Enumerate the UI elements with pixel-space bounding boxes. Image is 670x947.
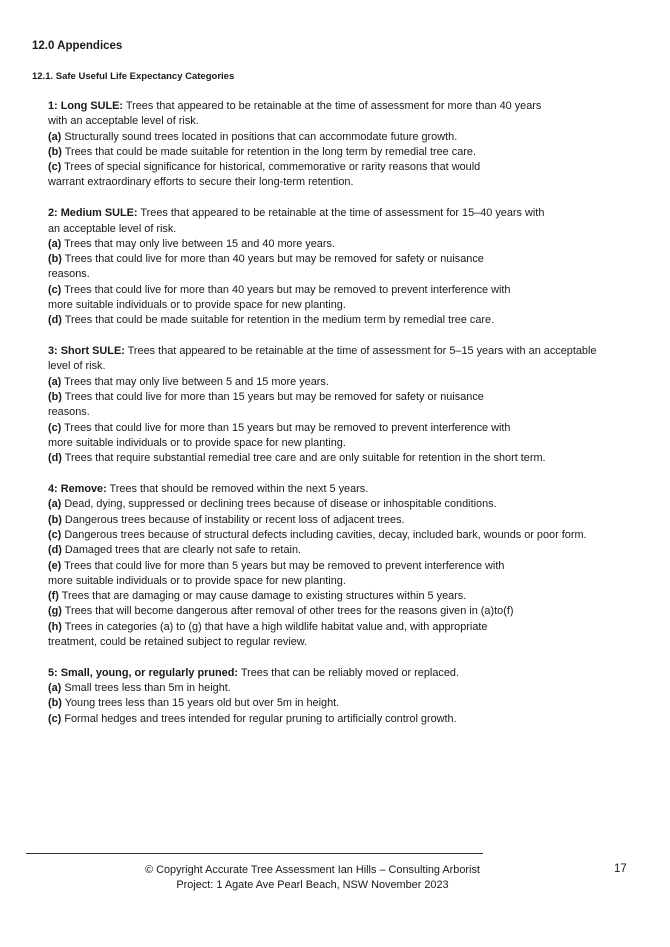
line-label: (c) [48, 712, 62, 725]
line-text: reasons. [48, 268, 90, 281]
category-line [48, 451, 628, 466]
line-text: Trees that may only live between 15 and 40 more years. [61, 237, 335, 250]
subsection-heading: 12.1. Safe Useful Life Expectancy Categories [32, 71, 235, 82]
category-line [48, 696, 628, 711]
category-line [48, 405, 628, 420]
category-line [48, 390, 628, 405]
line-label: (a) [48, 498, 62, 511]
line-text: Trees that appeared to be retainable at the time of assessment for 5–15 years with an acceptable [124, 345, 597, 358]
line-text: Trees that appeared to be retainable at the time of assessment for 15–40 years with [137, 207, 545, 220]
line-text: Trees that may only live between 5 and 15 more years. [61, 375, 329, 388]
category-line [48, 635, 628, 650]
sule-category-3 [48, 344, 628, 466]
line-text: Trees that could live for more than 40 years but may be removed to prevent interference with [61, 283, 511, 296]
line-text: Trees that should be removed within the next 5 years. [106, 483, 369, 496]
sule-category-5 [48, 666, 628, 727]
category-line [48, 421, 628, 436]
sule-categories [48, 99, 628, 742]
line-label: (e) [48, 559, 62, 572]
line-text: Structurally sound trees located in positions that can accommodate future growth. [61, 130, 458, 143]
page-number: 17 [614, 863, 627, 875]
line-label: (c) [48, 161, 62, 174]
line-label: (b) [48, 697, 62, 710]
line-text: Trees that could live for more than 15 years but may be removed for safety or nuisance [61, 391, 484, 404]
line-text: treatment, could be retained subject to regular review. [48, 636, 308, 648]
category-line [48, 543, 628, 558]
line-text: Dangerous trees because of instability or recent loss of adjacent trees. [61, 513, 405, 526]
line-label: (a) [48, 130, 62, 143]
line-text: Trees that appeared to be retainable at the time of assessment for more than 40 years [123, 100, 542, 112]
line-text: reasons. [48, 406, 90, 419]
category-line [48, 313, 628, 328]
line-text: more suitable individuals or to provide space for new planting. [48, 436, 346, 449]
category-line [48, 528, 628, 543]
line-text: Trees in categories (a) to (g) that have a high wildlife habitat value and, with appropriate [61, 620, 488, 633]
line-label: (b) [48, 253, 62, 266]
category-line [48, 620, 628, 635]
category-line [48, 559, 628, 574]
line-text: Formal hedges and trees intended for regular pruning to artificially control growth. [61, 712, 457, 725]
category-line [48, 712, 628, 727]
category-line [48, 145, 628, 160]
line-label: (b) [48, 391, 62, 404]
line-text: warrant extraordinary efforts to secure their long-term retention. [48, 176, 354, 189]
line-label: (g) [48, 605, 62, 618]
category-line [48, 375, 628, 390]
line-text: level of risk. [48, 360, 106, 373]
line-text: Trees of special significance for historical, commemorative or rarity reasons that would [61, 161, 481, 174]
category-line [48, 114, 628, 129]
line-label: (d) [48, 452, 62, 465]
section-heading: 12.0 Appendices [32, 40, 123, 52]
line-text: Damaged trees that are clearly not safe to retain. [61, 544, 302, 557]
line-label: (c) [48, 283, 62, 296]
category-line [48, 359, 628, 374]
category-line [48, 666, 628, 681]
line-text: Trees that could live for more than 15 years but may be removed to prevent interference with [61, 421, 511, 434]
line-label: (f) [48, 590, 59, 603]
line-label: (a) [48, 375, 62, 388]
category-line [48, 681, 628, 696]
line-label: (b) [48, 145, 62, 158]
line-label: (a) [48, 237, 62, 250]
line-text: Trees that can be reliably moved or replaced. [238, 666, 459, 679]
category-line [48, 604, 628, 619]
line-text: more suitable individuals or to provide space for new planting. [48, 574, 346, 587]
category-line [48, 175, 628, 190]
line-text: Trees that require substantial remedial tree care and are only suitable for retention in the short term. [61, 452, 546, 465]
line-label: 5: Small, young, or regularly pruned: [48, 666, 239, 679]
category-line [48, 283, 628, 298]
line-text: Trees that could live for more than 40 years but may be removed for safety or nuisance [61, 253, 484, 266]
line-text: Trees that will become dangerous after removal of other trees for the reasons given in (a)to(f) [61, 605, 514, 618]
category-line [48, 589, 628, 604]
category-line [48, 497, 628, 512]
footer-copyright: © Copyright Accurate Tree Assessment Ian Hills – Consulting Arborist [145, 864, 480, 876]
line-label: (h) [48, 620, 62, 633]
line-text: Small trees less than 5m in height. [61, 682, 231, 695]
line-label: (b) [48, 513, 62, 526]
category-line [48, 436, 628, 451]
line-label: (d) [48, 314, 62, 327]
category-line [48, 237, 628, 252]
line-text: Trees that are damaging or may cause damage to existing structures within 5 years. [58, 590, 467, 603]
line-label: 2: Medium SULE: [48, 207, 138, 220]
sule-category-4 [48, 482, 628, 650]
category-line [48, 99, 628, 114]
line-label: (d) [48, 544, 62, 557]
category-line [48, 222, 628, 237]
line-text: Trees that could be made suitable for retention in the medium term by remedial tree care. [61, 314, 495, 327]
category-line [48, 344, 628, 359]
category-line [48, 482, 628, 497]
line-text: an acceptable level of risk. [48, 222, 177, 235]
sule-category-1 [48, 99, 628, 191]
category-line [48, 160, 628, 175]
category-line [48, 252, 628, 267]
line-text: more suitable individuals or to provide space for new planting. [48, 299, 346, 312]
line-text: Dangerous trees because of structural defects including cavities, decay, included bark, wounds or poor form. [61, 528, 587, 541]
line-label: 1: Long SULE: [48, 100, 124, 112]
category-line [48, 267, 628, 282]
line-text: Trees that could be made suitable for retention in the long term by remedial tree care. [61, 145, 476, 158]
line-text: Trees that could live for more than 5 years but may be removed to prevent interference with [61, 559, 505, 572]
category-line [48, 574, 628, 589]
line-text: Dead, dying, suppressed or declining trees because of disease or inhospitable conditions. [61, 498, 497, 511]
line-label: (c) [48, 421, 62, 434]
line-text: with an acceptable level of risk. [48, 115, 199, 128]
category-line [48, 206, 628, 221]
sule-category-2 [48, 206, 628, 328]
line-label: (c) [48, 528, 62, 541]
category-line [48, 298, 628, 313]
line-text: Young trees less than 15 years old but over 5m in height. [61, 697, 340, 710]
category-line [48, 513, 628, 528]
category-line [48, 130, 628, 145]
line-label: (a) [48, 682, 62, 695]
footer-project: Project: 1 Agate Ave Pearl Beach, NSW November 2023 [176, 879, 449, 891]
line-label: 4: Remove: [48, 483, 107, 496]
footer-divider [26, 853, 483, 854]
line-label: 3: Short SULE: [48, 345, 125, 358]
